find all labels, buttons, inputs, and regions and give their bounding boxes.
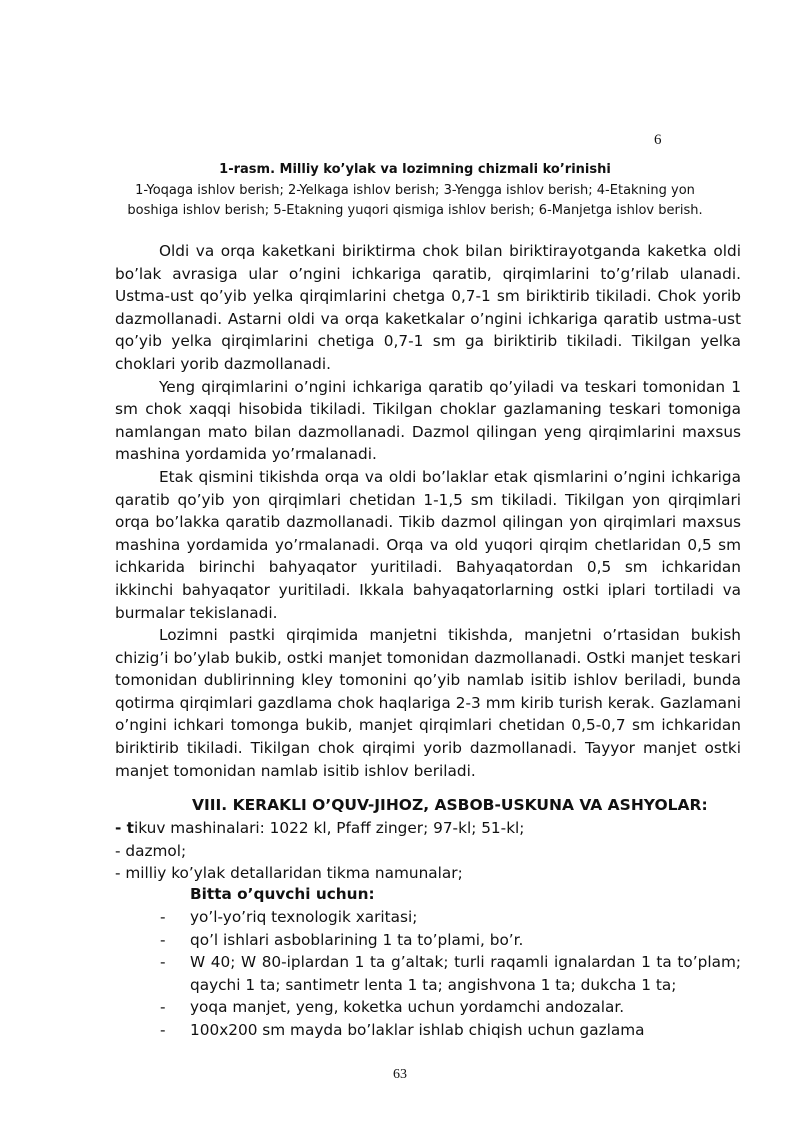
list-item xyxy=(115,996,741,1019)
list-item: - dazmol; xyxy=(115,841,187,860)
dash-marker: - xyxy=(160,998,166,1017)
list-item-text: 100x200 sm mayda bo’laklar ishlab chiqish uchun gazlama xyxy=(190,1020,645,1039)
list-item: - milliy ko’ylak detallaridan tikma namunalar; xyxy=(115,864,463,882)
list-item-text: yoqa manjet, yeng, koketka uchun yordamchi andozalar. xyxy=(190,998,625,1017)
paragraph: Oldi va orqa kaketkani biriktirma chok bilan biriktirayotganda kaketka oldi bo’lak avrasiga ular o’ngini ichkariga qaratib, qirqimlarini to’g’rilab ulanadi. Ustma-ust qo’yib yelka qirqimlarini chetga 0,7-1 sm biriktirib tikiladi. Chok yorib dazmollanadi. Astarni oldi va orqa kaketkalar o’ngini ichkariga qaratib ustma-ust qo’yib yelka qirqimlarini chetiga 0,7-1 sm ga biriktirib tikiladi. Tikilgan yelka choklari yorib dazmollanadi. xyxy=(115,242,741,373)
list-item-lead: - t xyxy=(115,819,134,837)
list-item xyxy=(115,817,735,840)
list-item-text: W 40; W 80-iplardan 1 ta g’altak; turli raqamli ignalardan 1 ta to’plam; qaychi 1 ta; santimetr lenta 1 ta; angishvona 1 ta; dukcha 1 ta; xyxy=(190,953,741,994)
list-item xyxy=(115,906,741,929)
list-item xyxy=(115,1019,741,1042)
dash-marker: - xyxy=(160,953,166,972)
list-item-text: ikuv mashinalari: 1022 kl, Pfaff zinger; 97-kl; 51-kl; xyxy=(134,819,525,837)
section-heading: VIII. KERAKLI O’QUV-JIHOZ, ASBOB-USKUNA VA ASHYOLAR: xyxy=(192,796,708,814)
equipment-list xyxy=(115,817,735,885)
top-page-number: 6 xyxy=(654,132,662,148)
per-student-list xyxy=(115,906,741,1042)
figure-caption-legend: 1-Yoqaga ishlov berish; 2-Yelkaga ishlov berish; 3-Yengga ishlov berish; 4-Etakning yon boshiga ishlov berish; 5-Etakning yuqori qismiga ishlov berish; 6-Manjetga ishlov berish. xyxy=(127,183,703,218)
list-item xyxy=(115,929,741,952)
body-text xyxy=(115,240,741,782)
paragraph: Lozimni pastki qirqimida manjetni tikishda, manjetni o’rtasidan bukish chizig’i bo’ylab bukib, ostki manjet tomonidan dazmollanadi. Ostki manjet teskari tomonidan dublirinning kley tomonini qo’yib namlab isitib ishlov beriladi, bunda qotirma qirqimlari gazdlama chok haqlariga 2-3 mm kirib turish kerak. Gazlamani o’ngini ichkari tomonga bukib, manjet qirqimlari chetidan 0,5-0,7 sm ichkaridan biriktirib tikiladi. Tikilgan chok qirqimi yorib dazmollanadi. Tayyor manjet ostki manjet tomonidan namlab isitib ishlov beriladi. xyxy=(115,626,741,780)
paragraph: Yeng qirqimlarini o’ngini ichkariga qaratib qo’yiladi va teskari tomonidan 1 sm chok xaqqi hisobida tikiladi. Tikilgan choklar gazlamaning teskari tomoniga namlangan mato bilan dazmollanadi. Dazmol qilingan yeng qirqimlarini maxsus mashina yordamida yo’rmalanadi. xyxy=(115,377,741,464)
list-item-text: qo’l ishlari asboblarining 1 ta to’plami, bo’r. xyxy=(190,930,524,949)
per-student-heading: Bitta o’quvchi uchun: xyxy=(190,885,375,903)
dash-marker: - xyxy=(160,908,166,926)
list-item-text: yo’l-yo’riq texnologik xaritasi; xyxy=(190,908,418,926)
paragraph: Etak qismini tikishda orqa va oldi bo’laklar etak qismlarini o’ngini ichkariga qaratib qo’yib yon qirqimlari chetidan 1-1,5 sm tikiladi. Tikilgan yon qirqimlari orqa bo’lakka qaratib dazmollanadi. Tikib dazmol qilingan yon qirqimlari maxsus mashina yordamida yo’rmalanadi. Orqa va old yuqori qirqim chetlaridan 0,5 sm ichkarida birinchi bahyaqator yuritiladi. Bahyaqatordan 0,5 sm ichkaridan ikkinchi bahyaqator yuritiladi. Ikkala bahyaqatorlarning ostki iplari tortiladi va burmalar tekislanadi. xyxy=(115,467,741,622)
dash-marker: - xyxy=(160,930,166,949)
bottom-page-number: 63 xyxy=(393,1067,407,1082)
figure-caption-title: 1-rasm. Milliy ko’ylak va lozimning chizmali ko’rinishi xyxy=(219,162,611,177)
dash-marker: - xyxy=(160,1020,166,1039)
list-item xyxy=(115,951,741,996)
